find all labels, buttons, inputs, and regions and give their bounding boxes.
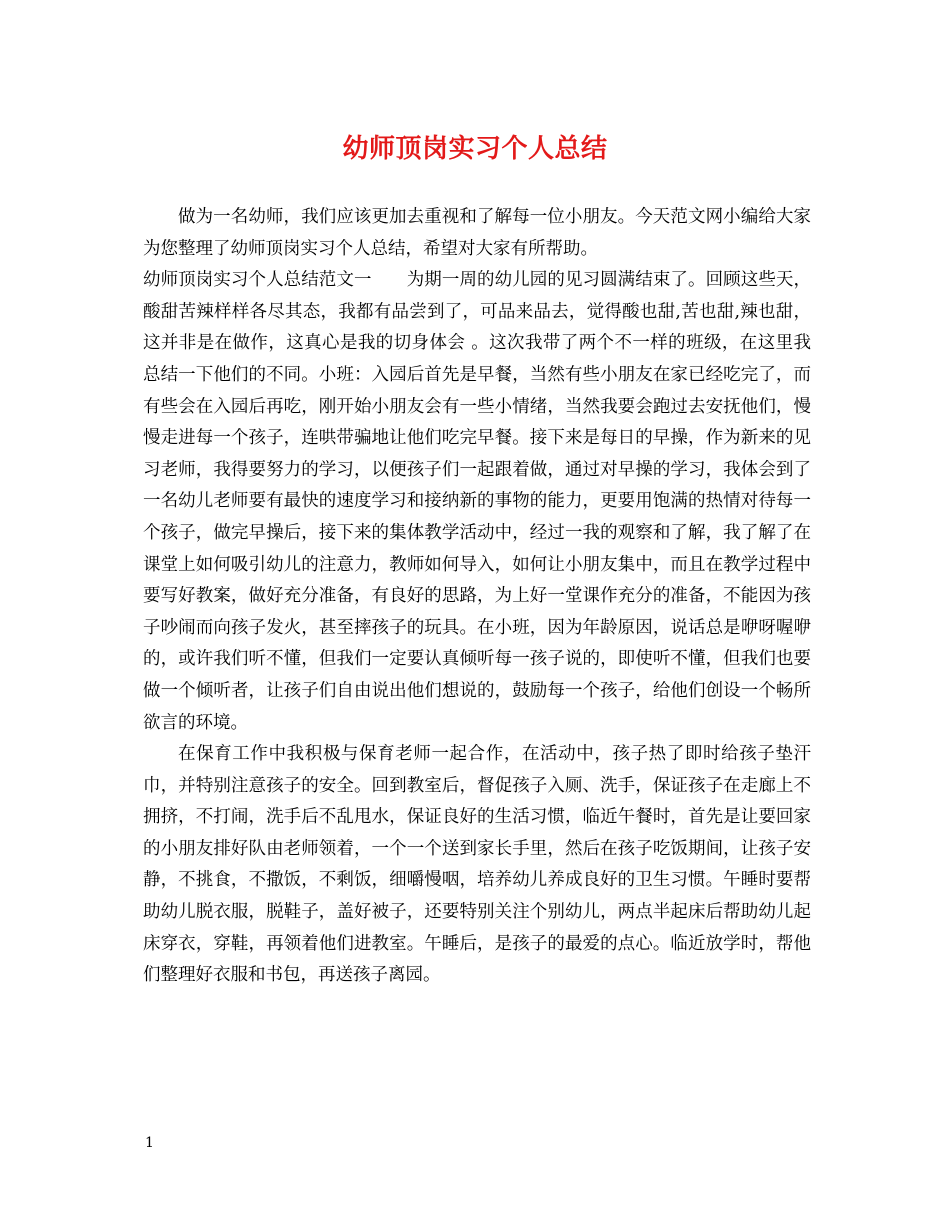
paragraph-sample-one: 幼师顶岗实习个人总结范文一 为期一周的幼儿园的见习圆满结束了。回顾这些天，酸甜苦辣样样各尽其态，我都有品尝到了，可品来品去，觉得酸也甜,苦也甜,辣也甜，这并非是在做作，这真心是我的切身体会 。这次我带了两个不一样的班级，在这里我总结一下他们的不同。小班：入园后首先是早餐，当然有些小朋友在家已经吃完了，而有些会在入园后再吃，刚开始小朋友会有一些小情绪，当然我要会跑过去安抚他们，慢慢走进每一个孩子，连哄带骗地让他们吃完早餐。接下来是每日的早操，作为新来的见习老师，我得要努力的学习，以便孩子们一起跟着做，通过对早操的学习，我体会到了一名幼儿老师要有最快的速度学习和接纳新的事物的能力，更要用饱满的热情对待每一个孩子，做完早操后，接下来的集体教学活动中，经过一我的观察和了解，我了解了在课堂上如何吸引幼儿的注意力，教师如何导入，如何让小朋友集中，而且在教学过程中要写好教案，做好充分准备，有良好的思路，为上好一堂课作充分的准备，不能因为孩子吵闹而向孩子发火，甚至摔孩子的玩具。在小班，因为年龄原因，说话总是咿呀喔咿的，或许我们听不懂，但我们一定要认真倾听每一孩子说的，即使听不懂，但我们也要做一个倾听者，让孩子们自由说出他们想说的，鼓励每一个孩子，给他们创设一个畅所欲言的环境。 bbox=[143, 270, 811, 733]
page-number: 1 bbox=[145, 1135, 154, 1151]
paragraph-childcare: 在保育工作中我积极与保育老师一起合作，在活动中，孩子热了即时给孩子垫汗巾，并特别注意孩子的安全。回到教室后，督促孩子入厕、洗手，保证孩子在走廊上不拥挤，不打闹，洗手后不乱甩水，保证良好的生活习惯，临近午餐时，首先是让要回家的小朋友排好队由老师领着，一个一个送到家长手里，然后在孩子吃饭期间，让孩子安静，不挑食，不撒饭，不剩饭，细嚼慢咽，培养幼儿养成良好的卫生习惯。午睡时要帮助幼儿脱衣服，脱鞋子，盖好被子，还要特别关注个别幼儿，两点半起床后帮助幼儿起床穿衣，穿鞋，再领着他们进教室。午睡后，是孩子的最爱的点心。临近放学时，帮他们整理好衣服和书包，再送孩子离园。 bbox=[143, 744, 811, 986]
document-body bbox=[143, 202, 811, 992]
paragraph-intro: 做为一名幼师，我们应该更加去重视和了解每一位小朋友。今天范文网小编给大家为您整理了幼师顶岗实习个人总结，希望对大家有所帮助。 bbox=[143, 207, 811, 259]
document-title: 幼师顶岗实习个人总结 bbox=[342, 134, 608, 164]
